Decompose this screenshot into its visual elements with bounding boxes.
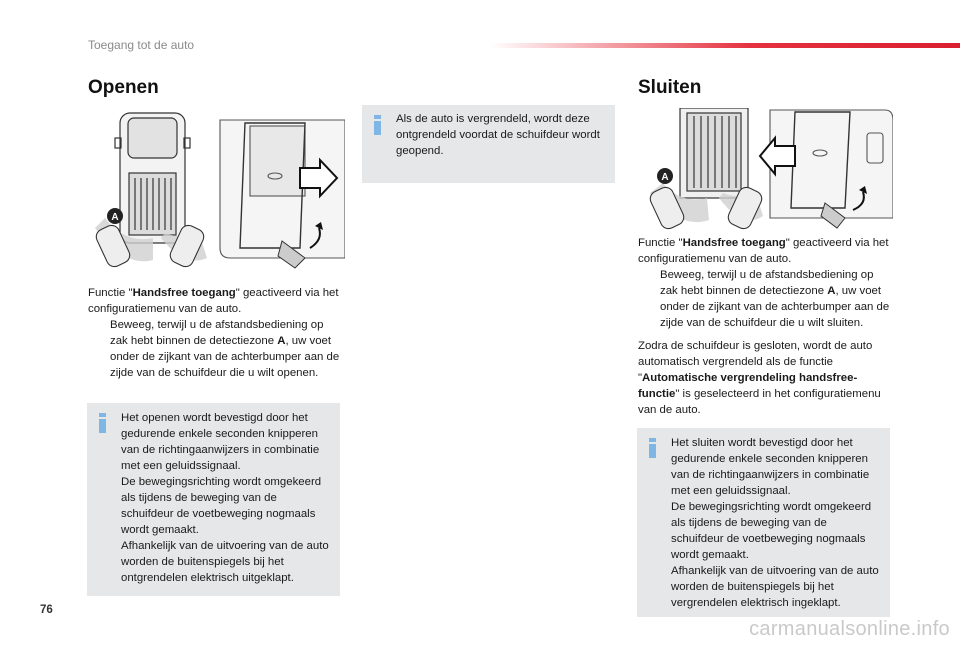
openen-title: Openen <box>88 77 159 98</box>
sluiten-info-box <box>637 428 890 617</box>
openen-intro: Functie "Handsfree toegang" geactiveerd via het configuratiemenu van de auto. <box>88 287 339 315</box>
info-icon <box>97 413 108 433</box>
openen-illustration <box>95 108 345 276</box>
middle-info-box <box>362 105 615 183</box>
header-accent-bar <box>490 43 960 48</box>
openen-info-box <box>87 403 340 596</box>
sluiten-text <box>638 235 890 418</box>
openen-info-text: Het openen wordt bevestigd door het gedurende enkele seconden knipperen van de richtingaanwijzers in combinatie met een geluidssignaal. De bewegingsrichting wordt omgekeerd als tijdens de beweging van de schuifdeur de voetbeweging nogmaals wordt gemaakt. Afhankelijk van de uitvoering van de auto worden de buitenspiegels bij het ontgrendelen elektrisch uitgeklapt. <box>121 412 329 584</box>
sluiten-auto-lock: Zodra de schuifdeur is gesloten, wordt de auto automatisch vergrendeld als de functie "Automatische vergrendeling handsfree-functie" is geselecteerd in het configuratiemenu van de auto. <box>638 340 881 416</box>
openen-bullet: Beweeg, terwijl u de afstandsbediening op zak hebt binnen de detectiezone A, uw voet onder de zijkant van de achterbumper aan de zijde van de schuifdeur die u wilt openen. <box>110 319 340 379</box>
sluiten-intro: Functie "Handsfree toegang" geactiveerd via het configuratiemenu van de auto. <box>638 237 889 265</box>
sluiten-zone-label: A <box>661 172 669 183</box>
sluiten-illustration <box>645 108 893 230</box>
sluiten-title: Sluiten <box>638 77 702 98</box>
sluiten-bullet: Beweeg, terwijl u de afstandsbediening op zak hebt binnen de detectiezone A, uw voet onder de zijkant van de achterbumper aan de zijde van de schuifdeur die u wilt sluiten. <box>660 269 890 329</box>
watermark: carmanualsonline.info <box>749 618 950 640</box>
section-label: Toegang tot de auto <box>88 38 195 52</box>
openen-zone-label: A <box>111 212 119 223</box>
info-icon <box>647 438 658 458</box>
middle-info-text: Als de auto is vergrendeld, wordt deze ontgrendeld voordat de schuifdeur wordt geopend. <box>396 113 600 157</box>
sluiten-info-text: Het sluiten wordt bevestigd door het gedurende enkele seconden knipperen van de richtingaanwijzers in combinatie met een geluidssignaal. De bewegingsrichting wordt omgekeerd als tijdens de beweging van de schuifdeur de voetbeweging nogmaals wordt gemaakt. Afhankelijk van de uitvoering van de auto worden de buitenspiegels bij het vergrendelen elektrisch ingeklapt. <box>671 437 879 609</box>
page-number: 76 <box>40 604 53 616</box>
openen-text <box>88 285 340 381</box>
info-icon <box>372 115 383 135</box>
